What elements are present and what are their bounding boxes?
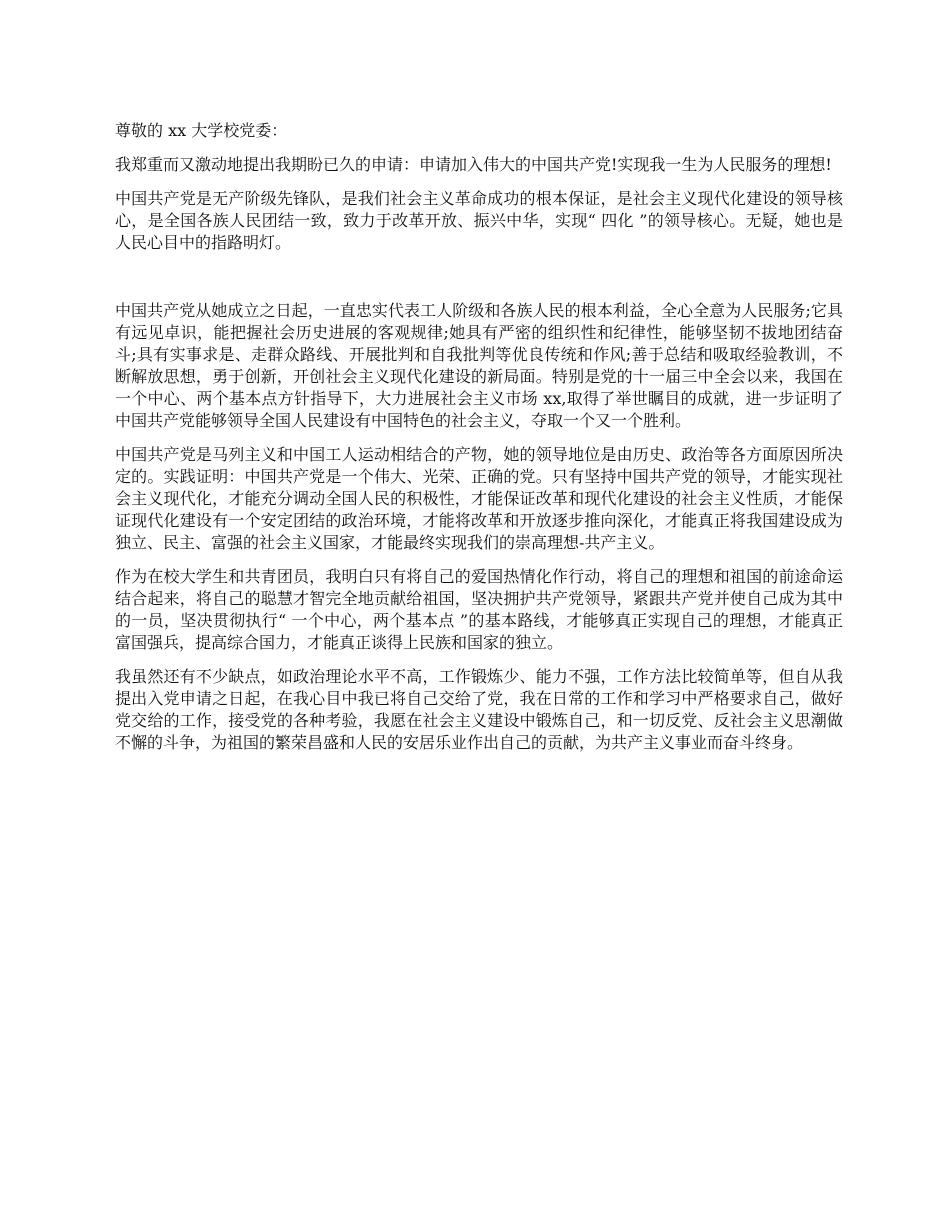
document-page [115, 120, 843, 766]
salutation: 尊敬的 xx 大学校党委： [115, 121, 288, 140]
paragraph-personal-commitment: 作为在校大学生和共青团员，我明白只有将自己的爱国热情化作行动，将自己的理想和祖国的前途命运结合起来，将自己的聪慧才智完全地贡献给祖国，坚决拥护共产党领导，紧跟共产党并使自己成为其中的一员，坚决贯彻执行“ 一个中心，两个基本点 ”的基本路线，才能够真正实现自己的理想，才能真正富国强兵，提高综合国力，才能真正谈得上民族和国家的独立。 [115, 567, 843, 652]
paragraph-party-leadership: 中国共产党是马列主义和中国工人运动相结合的产物，她的领导地位是由历史、政治等各方面原因所决定的。实践证明：中国共产党是一个伟大、光荣、正确的党。只有坚持中国共产党的领导，才能实现社会主义现代化，才能充分调动全国人民的积极性，才能保证改革和现代化建设的社会主义性质，才能保证现代化建设有一个安定团结的政治环境，才能将改革和开放逐步推向深化，才能真正将我国建设成为独立、民主、富强的社会主义国家，才能最终实现我们的崇高理想-共产主义。 [115, 445, 843, 552]
paragraph-party-history: 中国共产党从她成立之日起，一直忠实代表工人阶级和各族人民的根本利益，全心全意为人民服务;它具有远见卓识，能把握社会历史进展的客观规律;她具有严密的组织性和纪律性，能够坚韧不拔地团结奋斗;具有实事求是、走群众路线、开展批判和自我批判等优良传统和作风;善于总结和吸取经验教训，不断解放思想，勇于创新，开创社会主义现代化建设的新局面。特别是党的十一届三中全会以来，我国在一个中心、两个基本点方针指导下，大力进展社会主义市场 xx,取得了举世瞩目的成就，进一步证明了中国共产党能够领导全国人民建设有中国特色的社会主义，夺取一个又一个胜利。 [115, 301, 843, 430]
paragraph-self-reflection: 我虽然还有不少缺点，如政治理论水平不高，工作锻炼少、能力不强，工作方法比较简单等，但自从我提出入党申请之日起，在我心目中我已将自己交给了党，我在日常的工作和学习中严格要求自己，做好党交给的工作，接受党的各种考验，我愿在社会主义建设中锻炼自己，和一切反党、反社会主义思潮做不懈的斗争，为祖国的繁荣昌盛和人民的安居乐业作出自己的贡献，为共产主义事业而奋斗终身。 [115, 667, 843, 752]
section-gap [115, 266, 843, 300]
paragraph-party-role: 中国共产党是无产阶级先锋队，是我们社会主义革命成功的根本保证，是社会主义现代化建设的领导核心，是全国各族人民团结一致，致力于改革开放、振兴中华，实现“ 四化 ”的领导核心。无疑，她也是人民心目中的指路明灯。 [115, 189, 843, 252]
paragraph-application: 我郑重而又激动地提出我期盼已久的申请：申请加入伟大的中国共产党!实现我一生为人民服务的理想! [115, 155, 832, 174]
